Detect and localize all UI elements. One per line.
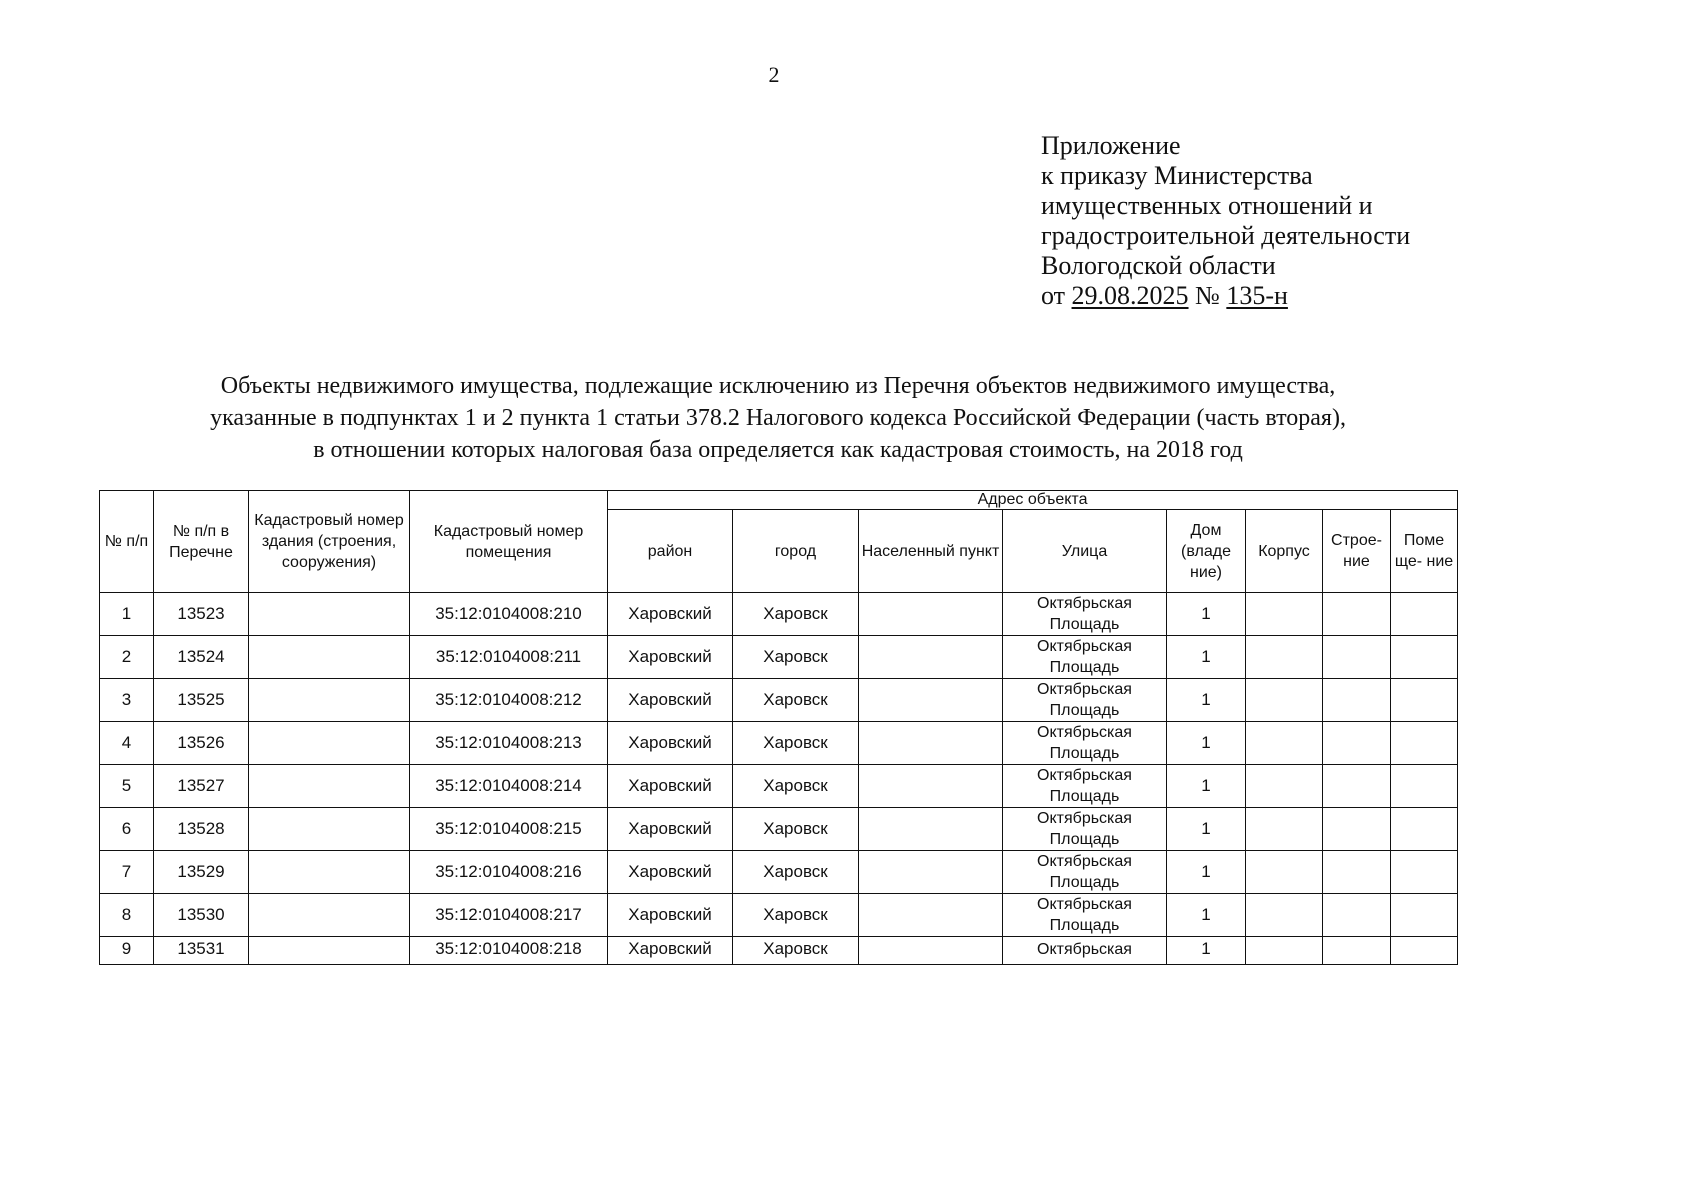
cell-premises-cadastral: 35:12:0104008:212 bbox=[410, 679, 608, 722]
cell-num: 9 bbox=[100, 937, 154, 965]
header-list-num: № п/п в Перечне bbox=[154, 491, 249, 593]
cell-building-cadastral bbox=[249, 593, 410, 636]
cell-district: Харовский bbox=[608, 593, 733, 636]
cell-district: Харовский bbox=[608, 808, 733, 851]
cell-building bbox=[1323, 894, 1391, 937]
cell-building bbox=[1323, 636, 1391, 679]
appendix-line: градостроительной деятельности bbox=[1041, 221, 1411, 250]
cell-settlement bbox=[859, 722, 1003, 765]
cell-street bbox=[1003, 593, 1167, 636]
cell-list-num: 13525 bbox=[154, 679, 249, 722]
table-row bbox=[100, 894, 1458, 937]
cell-street bbox=[1003, 679, 1167, 722]
street-type: Площадь bbox=[1049, 616, 1120, 633]
cell-num: 8 bbox=[100, 894, 154, 937]
table-row bbox=[100, 851, 1458, 894]
cell-building-cadastral bbox=[249, 937, 410, 965]
cell-house: 1 bbox=[1167, 765, 1246, 808]
table-row bbox=[100, 765, 1458, 808]
table-row bbox=[100, 679, 1458, 722]
cell-premises-cadastral: 35:12:0104008:214 bbox=[410, 765, 608, 808]
cell-district: Харовский bbox=[608, 722, 733, 765]
cell-settlement bbox=[859, 765, 1003, 808]
table-row bbox=[100, 722, 1458, 765]
title-line: указанные в подпунктах 1 и 2 пункта 1 статьи 378.2 Налогового кодекса Российской Федерации (часть вторая), bbox=[210, 405, 1346, 431]
cell-district: Харовский bbox=[608, 636, 733, 679]
header-row bbox=[100, 491, 1458, 510]
cell-list-num: 13526 bbox=[154, 722, 249, 765]
table-row bbox=[100, 636, 1458, 679]
cell-house: 1 bbox=[1167, 636, 1246, 679]
header-address-group: Адрес объекта bbox=[608, 491, 1458, 510]
cell-num: 6 bbox=[100, 808, 154, 851]
cell-street bbox=[1003, 765, 1167, 808]
cell-district: Харовский bbox=[608, 679, 733, 722]
header-korpus: Корпус bbox=[1246, 510, 1323, 593]
cell-district: Харовский bbox=[608, 851, 733, 894]
cell-settlement bbox=[859, 679, 1003, 722]
cell-city: Харовск bbox=[733, 636, 859, 679]
objects-table bbox=[99, 490, 1458, 965]
cell-building-cadastral bbox=[249, 851, 410, 894]
cell-premises bbox=[1391, 894, 1458, 937]
cell-house: 1 bbox=[1167, 593, 1246, 636]
header-building: Строе- ние bbox=[1323, 510, 1391, 593]
cell-building bbox=[1323, 765, 1391, 808]
cell-premises-cadastral: 35:12:0104008:217 bbox=[410, 894, 608, 937]
date-prefix: от bbox=[1041, 281, 1066, 310]
cell-num: 7 bbox=[100, 851, 154, 894]
title-line: в отношении которых налоговая база определяется как кадастровая стоимость, на 2018 год bbox=[313, 437, 1243, 463]
header-district: район bbox=[608, 510, 733, 593]
cell-building bbox=[1323, 808, 1391, 851]
document-title bbox=[60, 370, 1496, 466]
table-row bbox=[100, 937, 1458, 965]
cell-num: 3 bbox=[100, 679, 154, 722]
cell-premises-cadastral: 35:12:0104008:211 bbox=[410, 636, 608, 679]
cell-city: Харовск bbox=[733, 722, 859, 765]
cell-district: Харовский bbox=[608, 765, 733, 808]
header-premises-cadastral: Кадастровый номер помещения bbox=[410, 491, 608, 593]
cell-district: Харовский bbox=[608, 894, 733, 937]
cell-building bbox=[1323, 593, 1391, 636]
cell-settlement bbox=[859, 808, 1003, 851]
street-name: Октябрьская bbox=[1037, 941, 1132, 958]
street-name: Октябрьская bbox=[1037, 810, 1132, 827]
cell-city: Харовск bbox=[733, 808, 859, 851]
cell-korpus bbox=[1246, 937, 1323, 965]
header-city: город bbox=[733, 510, 859, 593]
cell-house: 1 bbox=[1167, 679, 1246, 722]
cell-building-cadastral bbox=[249, 808, 410, 851]
street-type: Площадь bbox=[1049, 745, 1120, 762]
street-type: Площадь bbox=[1049, 831, 1120, 848]
cell-house: 1 bbox=[1167, 851, 1246, 894]
cell-district: Харовский bbox=[608, 937, 733, 965]
cell-house: 1 bbox=[1167, 937, 1246, 965]
appendix-block bbox=[1041, 131, 1410, 311]
order-date-line bbox=[1041, 281, 1410, 311]
street-type: Площадь bbox=[1049, 874, 1120, 891]
cell-settlement bbox=[859, 851, 1003, 894]
cell-premises-cadastral: 35:12:0104008:213 bbox=[410, 722, 608, 765]
cell-list-num: 13531 bbox=[154, 937, 249, 965]
cell-korpus bbox=[1246, 722, 1323, 765]
cell-street bbox=[1003, 808, 1167, 851]
cell-settlement bbox=[859, 894, 1003, 937]
page-number: 2 bbox=[768, 62, 780, 87]
cell-house: 1 bbox=[1167, 894, 1246, 937]
cell-street bbox=[1003, 937, 1167, 965]
cell-num: 4 bbox=[100, 722, 154, 765]
cell-num: 1 bbox=[100, 593, 154, 636]
street-name: Октябрьская bbox=[1037, 681, 1132, 698]
street-name: Октябрьская bbox=[1037, 595, 1132, 612]
cell-list-num: 13523 bbox=[154, 593, 249, 636]
cell-list-num: 13527 bbox=[154, 765, 249, 808]
table-row bbox=[100, 808, 1458, 851]
cell-premises bbox=[1391, 765, 1458, 808]
header-house: Дом (владе ние) bbox=[1167, 510, 1246, 593]
cell-building-cadastral bbox=[249, 894, 410, 937]
header-settlement: Населенный пункт bbox=[859, 510, 1003, 593]
cell-korpus bbox=[1246, 808, 1323, 851]
cell-premises bbox=[1391, 851, 1458, 894]
cell-premises-cadastral: 35:12:0104008:215 bbox=[410, 808, 608, 851]
cell-house: 1 bbox=[1167, 808, 1246, 851]
cell-street bbox=[1003, 722, 1167, 765]
street-type: Площадь bbox=[1049, 702, 1120, 719]
cell-street bbox=[1003, 894, 1167, 937]
cell-list-num: 13528 bbox=[154, 808, 249, 851]
cell-korpus bbox=[1246, 636, 1323, 679]
cell-building-cadastral bbox=[249, 722, 410, 765]
cell-city: Харовск bbox=[733, 937, 859, 965]
cell-premises bbox=[1391, 593, 1458, 636]
cell-premises-cadastral: 35:12:0104008:216 bbox=[410, 851, 608, 894]
appendix-line: к приказу Министерства bbox=[1041, 161, 1313, 190]
cell-premises bbox=[1391, 937, 1458, 965]
street-type: Площадь bbox=[1049, 917, 1120, 934]
title-line: Объекты недвижимого имущества, подлежащие исключению из Перечня объектов недвижимого имущества, bbox=[220, 373, 1336, 399]
appendix-line: Вологодской области bbox=[1041, 251, 1276, 280]
cell-premises bbox=[1391, 636, 1458, 679]
street-name: Октябрьская bbox=[1037, 853, 1132, 870]
header-street: Улица bbox=[1003, 510, 1167, 593]
cell-premises-cadastral: 35:12:0104008:210 bbox=[410, 593, 608, 636]
order-number: 135-н bbox=[1226, 281, 1288, 310]
cell-street bbox=[1003, 851, 1167, 894]
cell-street bbox=[1003, 636, 1167, 679]
street-name: Октябрьская bbox=[1037, 638, 1132, 655]
cell-settlement bbox=[859, 593, 1003, 636]
cell-city: Харовск bbox=[733, 765, 859, 808]
cell-num: 2 bbox=[100, 636, 154, 679]
cell-num: 5 bbox=[100, 765, 154, 808]
cell-list-num: 13524 bbox=[154, 636, 249, 679]
appendix-line: имущественных отношений и bbox=[1041, 191, 1373, 220]
cell-building bbox=[1323, 937, 1391, 965]
table-row bbox=[100, 593, 1458, 636]
street-name: Октябрьская bbox=[1037, 724, 1132, 741]
order-date: 29.08.2025 bbox=[1071, 281, 1189, 310]
cell-city: Харовск bbox=[733, 851, 859, 894]
cell-building bbox=[1323, 679, 1391, 722]
cell-city: Харовск bbox=[733, 894, 859, 937]
cell-korpus bbox=[1246, 593, 1323, 636]
cell-building-cadastral bbox=[249, 636, 410, 679]
cell-house: 1 bbox=[1167, 722, 1246, 765]
cell-list-num: 13529 bbox=[154, 851, 249, 894]
cell-korpus bbox=[1246, 851, 1323, 894]
cell-city: Харовск bbox=[733, 679, 859, 722]
header-building-cadastral: Кадастровый номер здания (строения, сооружения) bbox=[249, 491, 410, 593]
cell-building bbox=[1323, 722, 1391, 765]
cell-korpus bbox=[1246, 765, 1323, 808]
cell-settlement bbox=[859, 636, 1003, 679]
cell-korpus bbox=[1246, 679, 1323, 722]
cell-building-cadastral bbox=[249, 765, 410, 808]
cell-list-num: 13530 bbox=[154, 894, 249, 937]
cell-building-cadastral bbox=[249, 679, 410, 722]
street-name: Октябрьская bbox=[1037, 767, 1132, 784]
cell-premises bbox=[1391, 722, 1458, 765]
number-sign: № bbox=[1195, 281, 1220, 310]
header-premises: Поме ще- ние bbox=[1391, 510, 1458, 593]
cell-building bbox=[1323, 851, 1391, 894]
street-type: Площадь bbox=[1049, 659, 1120, 676]
cell-korpus bbox=[1246, 894, 1323, 937]
cell-city: Харовск bbox=[733, 593, 859, 636]
cell-premises-cadastral: 35:12:0104008:218 bbox=[410, 937, 608, 965]
header-num: № п/п bbox=[100, 491, 154, 593]
cell-premises bbox=[1391, 808, 1458, 851]
cell-settlement bbox=[859, 937, 1003, 965]
appendix-line: Приложение bbox=[1041, 131, 1181, 160]
street-name: Октябрьская bbox=[1037, 896, 1132, 913]
street-type: Площадь bbox=[1049, 788, 1120, 805]
cell-premises bbox=[1391, 679, 1458, 722]
